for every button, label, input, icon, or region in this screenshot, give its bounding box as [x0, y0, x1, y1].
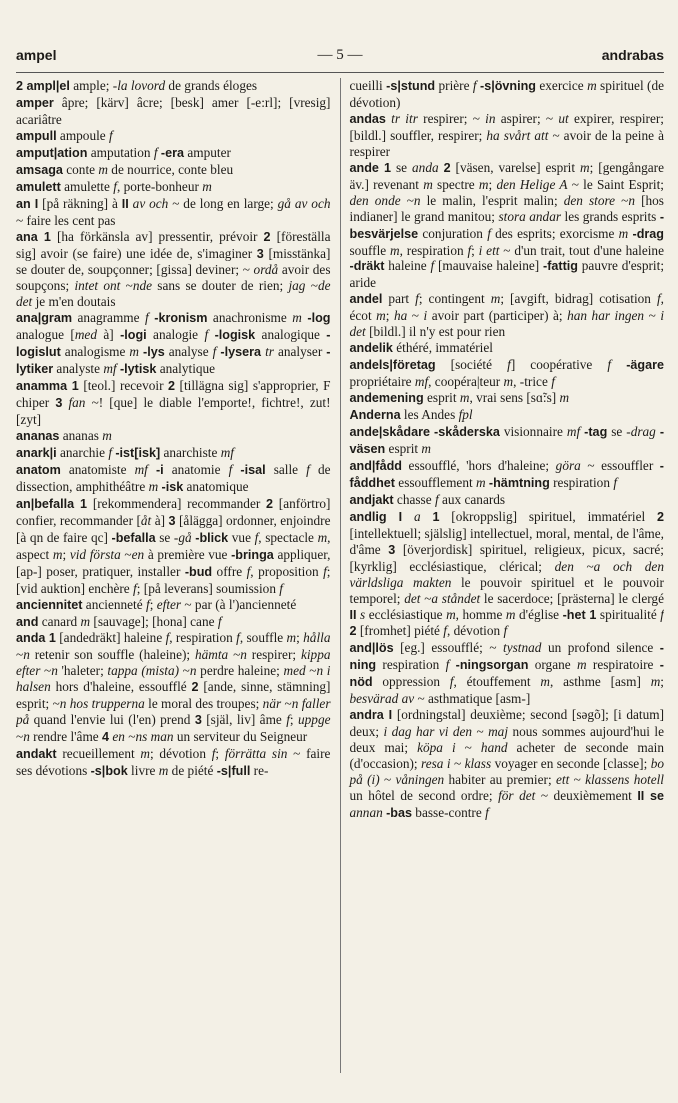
dictionary-entry: ananas ananas m — [16, 428, 112, 444]
dictionary-entry: anark|i anarchie f -ist[isk] anarchiste mf — [16, 444, 235, 460]
dictionary-entry: 2 ampl|el ample; -la lovord de grands éloges — [16, 78, 258, 93]
dictionary-entry: an I [på räkning] à II av och ~ de long en large; gå av och ~ faire les cent pas — [16, 195, 331, 228]
dictionary-entry: andlig I a 1 [okroppslig] spirituel, immatériel 2 [intellektuell; själslig] intellectuel, moral, mental, de l'âme, d'âme 3 [överjordisk] spirituel, religieux, picux, sacré; [kyrklig] ecclésiastique, clérical; den ~a och den världsliga makten le pouvoir spirituel et le pouvoir temporel; det ~a ståndet le sacerdoce; [prästerna] le clergé II s ecclésiastique m, homme m d'église -het 1 spiritualité f 2 [fromhet] piété f, dévotion f — [349, 508, 664, 639]
dictionary-entry: andjakt chasse f aux canards — [349, 491, 506, 507]
dictionary-entry: ana 1 [ha förkänsla av] pressentir, prévoir 2 [föreställa sig] avoir (se faire) une idée de, s'imaginer 3 [misstänka] se douter de, soupçonner; [gissa] deviner; ~ ordå avoir des soupçons; intet ont ~nde sans se douter de rien; jag ~de det je m'en doutais — [16, 228, 331, 310]
dictionary-entry: andemening esprit m, vrai sens [sɑ̃:s] m — [349, 390, 570, 406]
dictionary-entry: ana|gram anagramme f -kronism anachronisme m -log analogue [med à] -logi analogie f -logisk analogique -logislut analogisme m -lys analyse f -lysera tr analyser -lytiker analyste mf -lytisk analytique — [16, 310, 331, 377]
dictionary-entry: andakt recueillement m; dévotion f; förrätta sin ~ faire ses dévotions -s|bok livre m de piété -s|full re- — [16, 746, 331, 779]
dictionary-entry: cueilli -s|stund prière f -s|övning exercice m spirituel (de dévotion) — [349, 78, 664, 110]
page-header — [16, 47, 664, 67]
dictionary-entry: and canard m [sauvage]; [hona] cane f — [16, 613, 222, 629]
header-rule — [16, 72, 664, 73]
dictionary-entry: andelik éthéré, immatériel — [349, 340, 493, 356]
dictionary-entry: amulett amulette f, porte-bonheur m — [16, 178, 212, 194]
dictionary-entry: amsaga conte m de nourrice, conte bleu — [16, 161, 234, 177]
dictionary-entry: amput|ation amputation f -era amputer — [16, 144, 231, 160]
dictionary-entry: andels|företag [société f] coopérative f -ägare propriétaire mf, coopéra|teur m, -trice f — [349, 357, 664, 390]
dictionary-entry: andel part f; contingent m; [avgift, bidrag] cotisation f, écot m; ha ~ i avoir part (participer) à; han har ingen ~ i det [bildl.] il n'y est pour rien — [349, 291, 664, 340]
dictionary-entry: ande 1 se anda 2 [väsen, varelse] esprit m; [gengångare äv.] revenant m spectre m; den Helige A ~ le Saint Esprit; den onde ~n le malin, l'esprit malin; den store ~n [hos indianer] le grand manitou; stora andar les grands esprits -besvärjelse conjuration f des esprits; exorcisme m -drag souffle m, respiration f; i ett ~ d'un trait, tout d'une haleine -dräkt haleine f [mauvaise haleine] -fattig pauvre d'esprit; aride — [349, 159, 664, 291]
dictionary-entry: and|lös [eg.] essoufflé; ~ tystnad un profond silence -ning respiration f -ningsorgan organe m respiratoire -nöd oppression f, étouffement m, asthme [asm] m; besvärad av ~ asthmatique [asm-] — [349, 640, 664, 707]
dictionary-entry: ande|skådare -skåderska visionnaire mf -tag se -drag -väsen esprit m — [349, 424, 664, 456]
dictionary-entry: anatom anatomiste mf -i anatomie f -isal salle f de dissection, amphithéâtre m -isk anatomique — [16, 461, 331, 494]
page-number: — 5 — — [317, 47, 363, 63]
dictionary-entry: Anderna les Andes fpl — [349, 407, 473, 423]
dictionary-entry: andas tr itr respirer; ~ in aspirer; ~ ut expirer, respirer; [bildl.] souffler, respirer; ha svårt att ~ avoir de la peine à respirer — [349, 110, 664, 159]
dictionary-entry: anda 1 [andedräkt] haleine f, respiration f, souffle m; hålla ~n retenir son souffle (haleine); hämta ~n respirer; kippa efter ~n 'haleter; tappa (mista) ~n perdre haleine; med ~n i halsen hors d'haleine, essoufflé 2 [ande, sinne, stämning] esprit; ~n hos trupperna le moral des troupes; när ~n faller på quand l'envie lui (l'en) prend 3 [själ, liv] âme f; uppge ~n rendre l'âme 4 en ~ns man un serviteur du Seigneur — [16, 630, 331, 745]
dictionary-entry: amper âpre; [kärv] âcre; [besk] amer [-e:rl]; [vresig] acariâtre — [16, 94, 331, 127]
dictionary-entry: an|befalla 1 [rekommendera] recommander 2 [anförtro] confier, recommander [åt à] 3 [ålägga] ordonner, enjoindre [à qn de faire qc] -befalla se -gå -blick vue f, spectacle m, aspect m; vid första ~en à première vue -bringa appliquer, [ap-] poser, pratiquer, installer -bud offre f, proposition f; [vid auktion] enchère f; [på leverans] soumission f — [16, 495, 331, 596]
dictionary-entry: andra I [ordningstal] deuxième; second [səgõ]; [i datum] deux; i dag har vi den ~ maj nous sommes aujourd'hui le deux mai; köpa i ~ hand acheter de seconde main (d'occasion); resa i ~ klass voyager en seconde [classe]; bo på (i) ~ våningen habiter au premier; ett ~ klassens hotell un hôtel de second ordre; för det ~ deuxièmement II se annan -bas basse-contre f — [349, 707, 664, 820]
dictionary-entry: ampull ampoule f — [16, 127, 113, 143]
left-guide-word: ampel — [16, 47, 57, 63]
dictionary-entry: anamma 1 [teol.] recevoir 2 [tillägna sig] s'approprier, F chiper 3 fan ~! [que] le diable l'emporte!, fichtre!, zut! [zyt] — [16, 378, 331, 428]
dictionary-entry: anciennitet ancienneté f; efter ~ par (à l')ancienneté — [16, 596, 297, 612]
left-column — [16, 78, 341, 1073]
right-column — [341, 78, 665, 1073]
right-guide-word: andrabas — [601, 47, 664, 63]
dictionary-entry: and|fådd essoufflé, 'hors d'haleine; göra ~ essouffler -fåddhet essoufflement m -hämtning respiration f — [349, 457, 664, 490]
entries-columns — [16, 78, 664, 1073]
